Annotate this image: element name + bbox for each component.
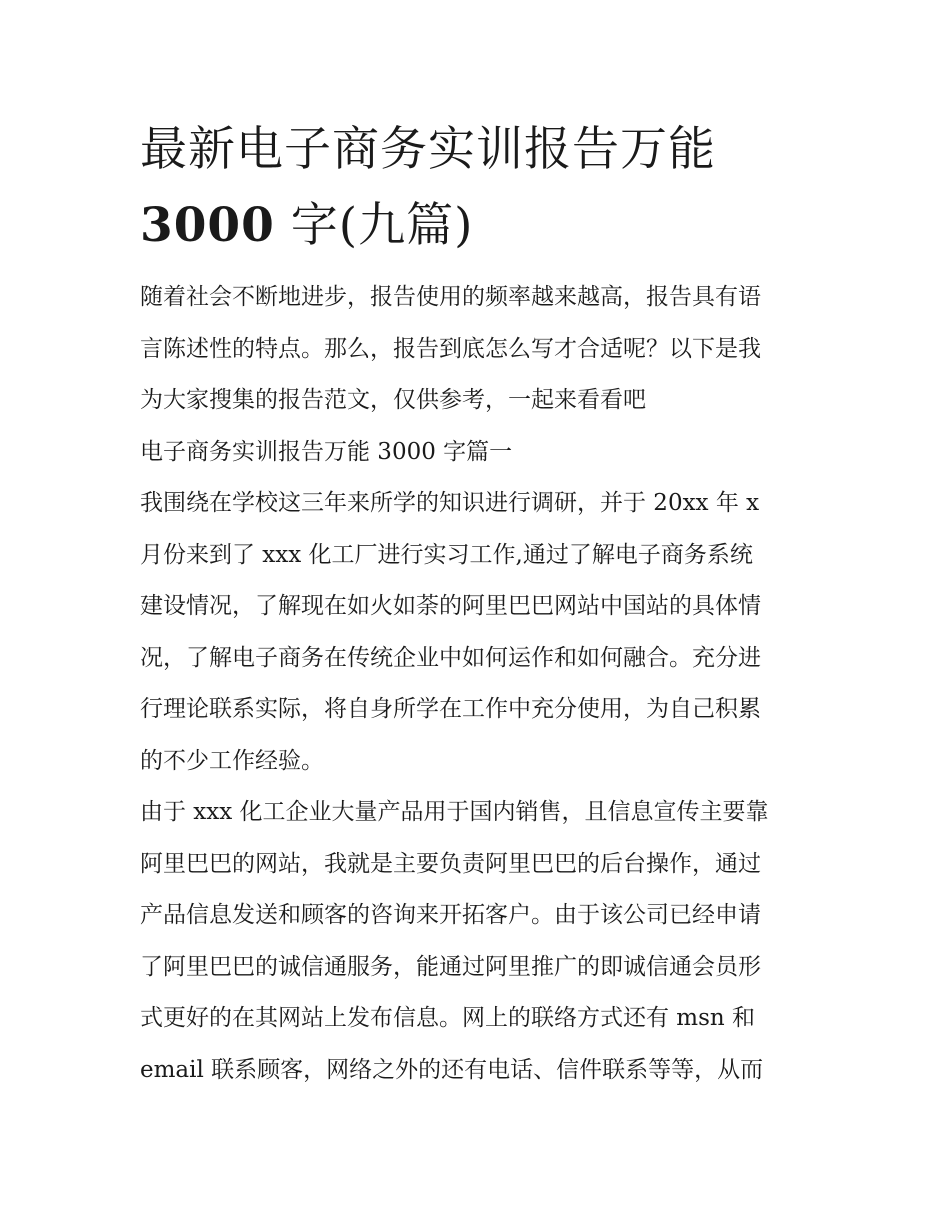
para1-line: 建设情况，了解现在如火如荼的阿里巴巴网站中国站的具体情 bbox=[140, 593, 761, 619]
section-heading bbox=[140, 427, 812, 479]
title-number: 3000 bbox=[140, 198, 275, 253]
para2-line: 由于 xxx 化工企业大量产品用于国内销售，且信息宣传主要靠 bbox=[140, 799, 769, 825]
intro-line: 言陈述性的特点。那么，报告到底怎么写才合适呢？以下是我 bbox=[140, 335, 761, 362]
title-suffix: 字(九篇) bbox=[274, 198, 474, 253]
para2-line: 产品信息发送和顾客的咨询来开拓客户。由于该公司已经申请 bbox=[140, 902, 761, 928]
title-line-1: 最新电子商务实训报告万能 bbox=[140, 122, 716, 177]
section-heading-text: 电子商务实训报告万能 3000 字篇一 bbox=[140, 438, 513, 465]
body-paragraph-2 bbox=[140, 787, 812, 1096]
document-title bbox=[140, 112, 812, 264]
intro-paragraph bbox=[140, 272, 812, 427]
para2-line: 阿里巴巴的网站，我就是主要负责阿里巴巴的后台操作，通过 bbox=[140, 850, 761, 877]
intro-line: 随着社会不断地进步，报告使用的频率越来越高，报告具有语 bbox=[140, 284, 761, 310]
para1-line: 月份来到了 xxx 化工厂进行实习工作,通过了解电子商务系统 bbox=[140, 541, 753, 568]
body-paragraph-1 bbox=[140, 478, 812, 787]
para1-line: 的不少工作经验。 bbox=[140, 747, 324, 774]
para2-line: 式更好的在其网站上发布信息。网上的联络方式还有 msn 和 bbox=[140, 1005, 756, 1031]
intro-line: 为大家搜集的报告范文，仅供参考，一起来看看吧 bbox=[140, 387, 646, 413]
para2-line: 了阿里巴巴的诚信通服务，能通过阿里推广的即诚信通会员形 bbox=[140, 953, 761, 980]
title-line-2 bbox=[140, 188, 812, 264]
document-body bbox=[140, 112, 812, 1096]
para1-line: 况，了解电子商务在传统企业中如何运作和如何融合。充分进 bbox=[140, 644, 761, 671]
para1-line: 我围绕在学校这三年来所学的知识进行调研，并于 20xx 年 x bbox=[140, 490, 760, 516]
para1-line: 行理论联系实际，将自身所学在工作中充分使用，为自己积累 bbox=[140, 696, 761, 722]
para2-line: email 联系顾客，网络之外的还有电话、信件联系等等，从而 bbox=[140, 1056, 764, 1083]
